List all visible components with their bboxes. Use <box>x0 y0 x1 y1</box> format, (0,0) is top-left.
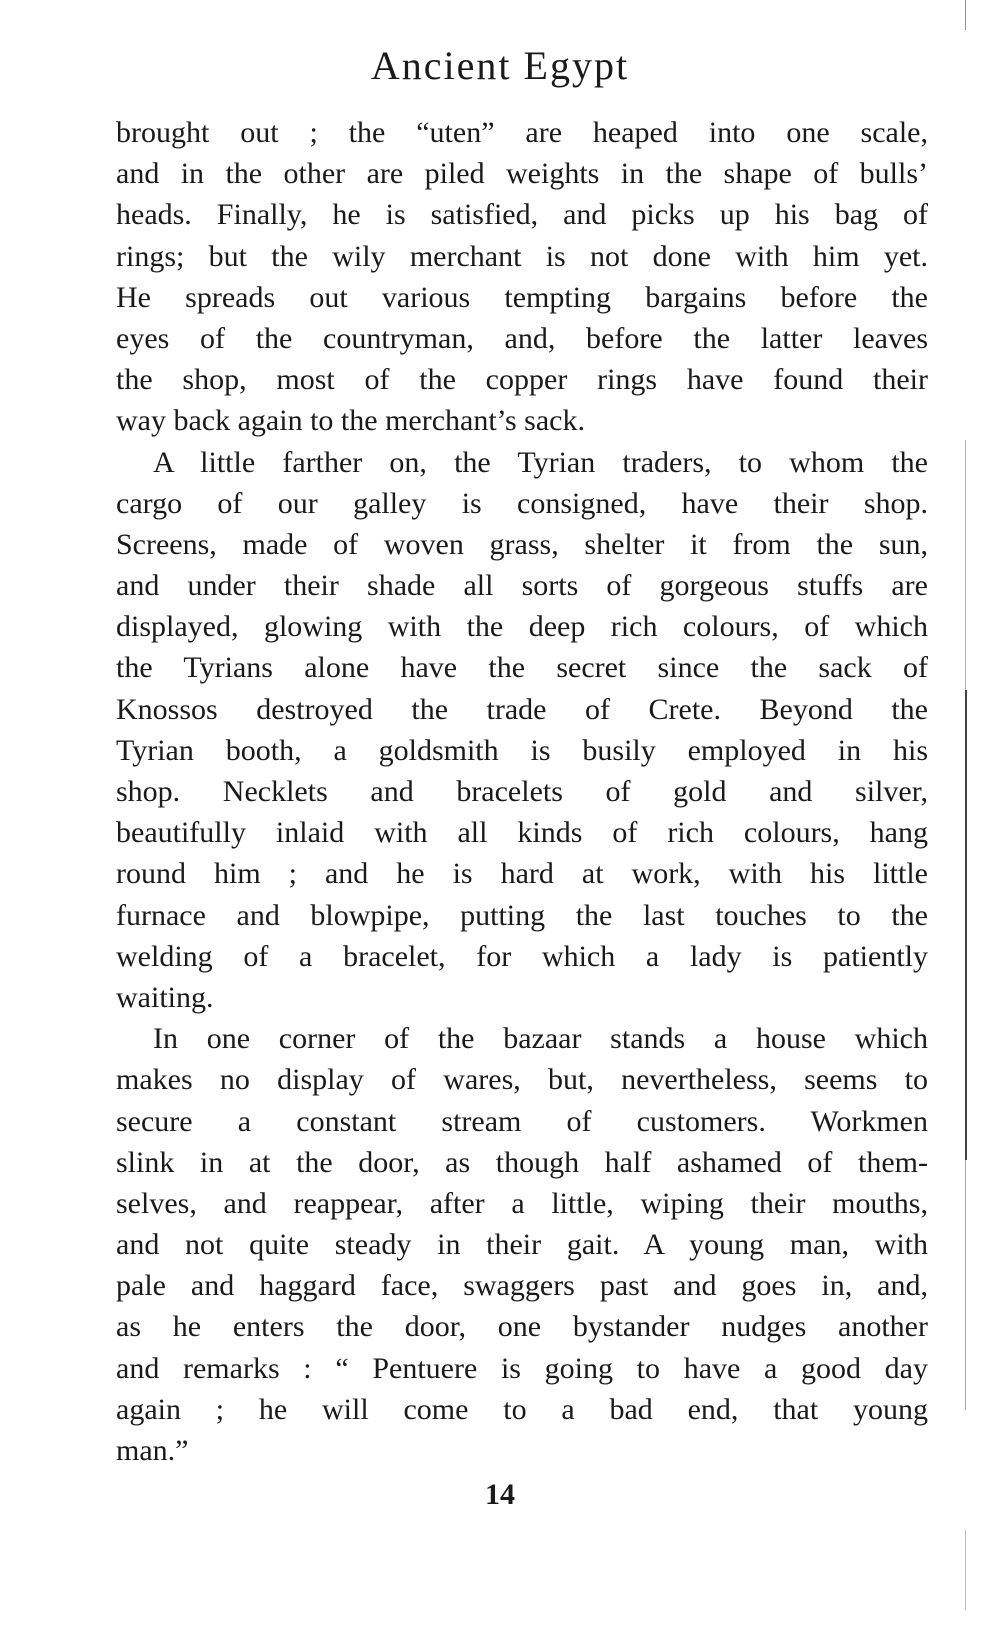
text-line: secure a constant stream of customers. Workmen <box>116 1104 928 1138</box>
body-text <box>116 112 928 1471</box>
text-line: A little farther on, the Tyrian traders, to whom the <box>153 445 928 479</box>
text-line: He spreads out various tempting bargains before the <box>116 280 928 314</box>
text-line: heads. Finally, he is satisfied, and picks up his bag of <box>116 198 928 232</box>
text-line: round him ; and he is hard at work, with his little <box>116 857 928 891</box>
text-line: Screens, made of woven grass, shelter it from the sun, <box>116 527 928 561</box>
text-line: shop. Necklets and bracelets of gold and silver, <box>116 775 928 808</box>
text-line: In one corner of the bazaar stands a house which <box>153 1022 928 1056</box>
text-line: eyes of the countryman, and, before the latter leaves <box>116 321 928 355</box>
text-line: waiting. <box>116 980 214 1014</box>
text-line: man.” <box>116 1434 189 1467</box>
text-line: welding of a bracelet, for which a lady is patiently <box>116 939 928 973</box>
text-line: beautifully inlaid with all kinds of rich colours, hang <box>116 816 928 850</box>
margin-scan-mark <box>965 1160 966 1410</box>
text-line: as he enters the door, one bystander nudges another <box>116 1310 928 1344</box>
text-line: and not quite steady in their gait. A young man, with <box>116 1228 928 1262</box>
text-line: selves, and reappear, after a little, wiping their mouths, <box>116 1186 928 1220</box>
margin-scan-mark <box>965 0 966 30</box>
margin-scan-mark <box>965 440 966 690</box>
text-line: pale and haggard face, swaggers past and goes in, and, <box>116 1269 928 1303</box>
text-line: brought out ; the “uten” are heaped into one scale, <box>116 116 928 149</box>
text-line: slink in at the door, as though half ashamed of them- <box>116 1145 928 1179</box>
running-head: Ancient Egypt <box>370 43 630 88</box>
text-line: the shop, most of the copper rings have found their <box>116 363 928 397</box>
text-line: and under their shade all sorts of gorgeous stuffs are <box>116 569 928 603</box>
text-line: Knossos destroyed the trade of Crete. Beyond the <box>116 692 928 726</box>
margin-scan-mark <box>965 1530 966 1610</box>
page-number: 14 <box>485 1478 515 1511</box>
text-line: again ; he will come to a bad end, that young <box>116 1392 928 1426</box>
text-line: furnace and blowpipe, putting the last touches to the <box>116 898 928 932</box>
text-line: and in the other are piled weights in the shape of bulls’ <box>116 157 928 191</box>
text-line: way back again to the merchant’s sack. <box>116 404 585 438</box>
text-line: cargo of our galley is consigned, have their shop. <box>116 486 928 520</box>
text-line: and remarks : “ Pentuere is going to have a good day <box>116 1351 928 1385</box>
text-line: Tyrian booth, a goldsmith is busily employed in his <box>116 733 928 767</box>
margin-scan-mark <box>965 690 967 1160</box>
text-line: rings; but the wily merchant is not done with him yet. <box>116 239 928 273</box>
text-line: the Tyrians alone have the secret since the sack of <box>116 651 928 685</box>
text-line: displayed, glowing with the deep rich colours, of which <box>116 610 928 644</box>
text-line: makes no display of wares, but, nevertheless, seems to <box>116 1063 928 1097</box>
